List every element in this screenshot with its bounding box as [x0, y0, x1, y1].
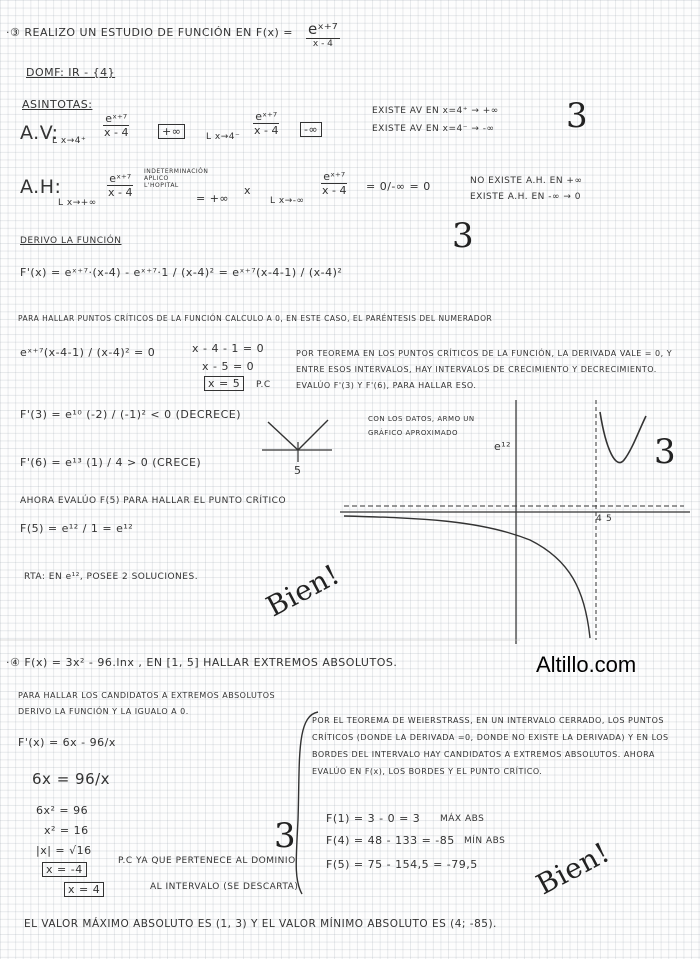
ex3-function-num: eˣ⁺⁷	[308, 20, 338, 38]
ex3-av-result1: +∞	[158, 124, 185, 139]
ex3-av-label: A.V:	[20, 122, 59, 144]
ex4-eval-2: F(4) = 48 - 133 = -85	[326, 834, 455, 847]
ex3-av-lim2: L x→4⁻	[206, 132, 241, 142]
ex4-pc-note-2: AL INTERVALO (SE DESCARTA)	[150, 882, 299, 892]
ex3-solve-1: x - 4 - 1 = 0	[192, 342, 265, 355]
ex3-av-note1: EXISTE AV EN x=4⁺ → +∞	[372, 106, 499, 116]
ex3-av-lim1: L x→4⁺	[52, 136, 87, 146]
ex4-conclusion: EL VALOR MÁXIMO ABSOLUTO ES (1, 3) Y EL VALOR MÍNIMO ABSOLUTO ES (4; -85).	[24, 918, 497, 930]
ex4-eval-2-note: MÍN ABS	[464, 836, 506, 846]
ex3-f-prime-3: F'(3) = e¹⁰ (-2) / (-1)² < 0 (DECRECE)	[20, 408, 242, 421]
ex3-f-prime-6: F'(6) = e¹³ (1) / 4 > 0 (CRECE)	[20, 456, 202, 469]
ex3-grade-3: 3	[654, 432, 676, 472]
ex3-ah-frac2-den: x - 4	[322, 184, 347, 197]
ex3-av-note2: EXISTE AV EN x=4⁻ → -∞	[372, 124, 495, 134]
ex3-ah-frac1-num: eˣ⁺⁷	[109, 172, 132, 185]
ex3-ah-times: x	[244, 184, 252, 197]
ex3-grade-2: 3	[452, 216, 474, 256]
ex3-graph-e12: e¹²	[494, 440, 512, 453]
ex3-theorem-note: POR TEOREMA EN LOS PUNTOS CRÍTICOS DE LA FUNCIÓN, LA DERIVADA VALE = 0, Y ENTRE ESOS INTERVALOS, HAY INTERVALOS DE CRECIMIENTO Y DECRECIMIENTO. EVALÚO F'(3) Y F'(6), PARA HALLAR ESO.	[296, 349, 673, 390]
ex3-ah-result1: = +∞	[196, 192, 230, 205]
ex4-pc-note: P.C YA QUE PERTENECE AL DOMINIO	[118, 856, 296, 866]
ex3-av-result2: -∞	[300, 122, 322, 137]
ex3-ah-lim1: L x→+∞	[58, 198, 97, 208]
ex3-pc-text: PARA HALLAR PUNTOS CRÍTICOS DE LA FUNCIÓN CALCULO A 0, EN ESTE CASO, EL PARÉNTESIS DEL NUMERADOR	[18, 314, 493, 323]
ex3-ah-frac1-den: x - 4	[108, 186, 133, 199]
ex3-ah-frac2-num: eˣ⁺⁷	[323, 170, 346, 183]
ex3-f-5: F(5) = e¹² / 1 = e¹²	[20, 522, 134, 535]
ex3-ah-indet: INDETERMINACIÓN APLICO L'HOPITAL	[144, 168, 209, 189]
ex3-deriv-heading: DERIVO LA FUNCIÓN	[20, 236, 122, 246]
ex3-pc-label: P.C	[256, 380, 271, 390]
ex3-eq-zero: eˣ⁺⁷(x-4-1) / (x-4)² = 0	[20, 346, 156, 359]
ex4-eval-1-note: MÁX ABS	[440, 814, 485, 824]
ex3-sign-five: 5	[294, 464, 302, 477]
ex3-ah-lim2: L x→-∞	[270, 196, 305, 206]
ex3-ah-result2: = 0/-∞ = 0	[366, 180, 431, 193]
ex3-answer: RTA: EN e¹², POSEE 2 SOLUCIONES.	[24, 572, 199, 582]
ex3-title: ·③ REALIZO UN ESTUDIO DE FUNCIÓN EN F(x) =	[6, 26, 294, 39]
ex4-weierstrass: POR EL TEOREMA DE WEIERSTRASS, EN UN INTERVALO CERRADO, LOS PUNTOS CRÍTICOS (DONDE LA DERIVADA =0, DONDE NO EXISTE LA DERIVADA) Y EN LOS BORDES DEL INTERVALO HAY CANDIDATOS A EXTREMOS ABSOLUTOS. AHORA EVALÚO EN F(x), LOS BORDES Y EL PUNTO CRÍTICO.	[312, 716, 669, 776]
ex3-solve-3: x = 5	[204, 376, 244, 391]
watermark: Altillo.com	[536, 652, 637, 677]
ex4-step-3: x² = 16	[44, 824, 89, 837]
ex4-eval-3: F(5) = 75 - 154,5 = -79,5	[326, 858, 478, 871]
ex4-derivative: F'(x) = 6x - 96/x	[18, 736, 116, 749]
ex3-evalua: AHORA EVALÚO F(5) PARA HALLAR EL PUNTO CRÍTICO	[20, 496, 287, 506]
ex4-bien: Bien!	[530, 835, 616, 902]
ex3-deriv-eq: F'(x) = eˣ⁺⁷·(x-4) - eˣ⁺⁷·1 / (x-4)² = eˣ⁺⁷(x-4-1) / (x-4)²	[20, 266, 343, 279]
ex3-ah-label: A.H:	[20, 176, 62, 198]
ex3-av-frac2-num: eˣ⁺⁷	[255, 110, 278, 123]
ex3-asintotas-heading: ASINTOTAS:	[22, 98, 93, 111]
ex3-solve-2: x - 5 = 0	[202, 360, 255, 373]
ex3-av-frac1-num: eˣ⁺⁷	[105, 112, 128, 125]
ex3-grade-1: 3	[566, 96, 588, 136]
ex4-step-4: |x| = √16	[36, 844, 92, 857]
ex4-step-5: x = -4	[42, 862, 87, 877]
ex3-bien: Bien!	[260, 557, 346, 624]
ex3-function-den: x - 4	[312, 39, 333, 49]
ex4-eval-1: F(1) = 3 - 0 = 3	[326, 812, 421, 825]
ex3-av-frac2-den: x - 4	[254, 124, 279, 137]
ex4-title: ·④ F(x) = 3x² - 96.lnx , EN [1, 5] HALLAR EXTREMOS ABSOLUTOS.	[6, 656, 398, 669]
ex4-step-6: x = 4	[64, 882, 104, 897]
ex3-av-frac1-den: x - 4	[104, 126, 129, 139]
ex3-ah-note1: NO EXISTE A.H. EN +∞	[470, 176, 583, 186]
ex3-ah-note2: EXISTE A.H. EN -∞ → 0	[470, 192, 581, 202]
ex4-intro: PARA HALLAR LOS CANDIDATOS A EXTREMOS ABSOLUTOS DERIVO LA FUNCIÓN Y LA IGUALO A 0.	[18, 691, 276, 716]
ex3-graph-tick-5: 5	[606, 514, 613, 524]
ex4-step-1: 6x = 96/x	[32, 770, 111, 788]
ex3-graph-note: CON LOS DATOS, ARMO UN GRÁFICO APROXIMADO	[368, 415, 475, 437]
ex4-step-2: 6x² = 96	[36, 804, 89, 817]
ex3-graph-tick-4: 4	[596, 514, 603, 524]
ex4-grade: 3	[274, 816, 296, 856]
ex3-domain: DOMF: IR - {4}	[26, 66, 116, 79]
